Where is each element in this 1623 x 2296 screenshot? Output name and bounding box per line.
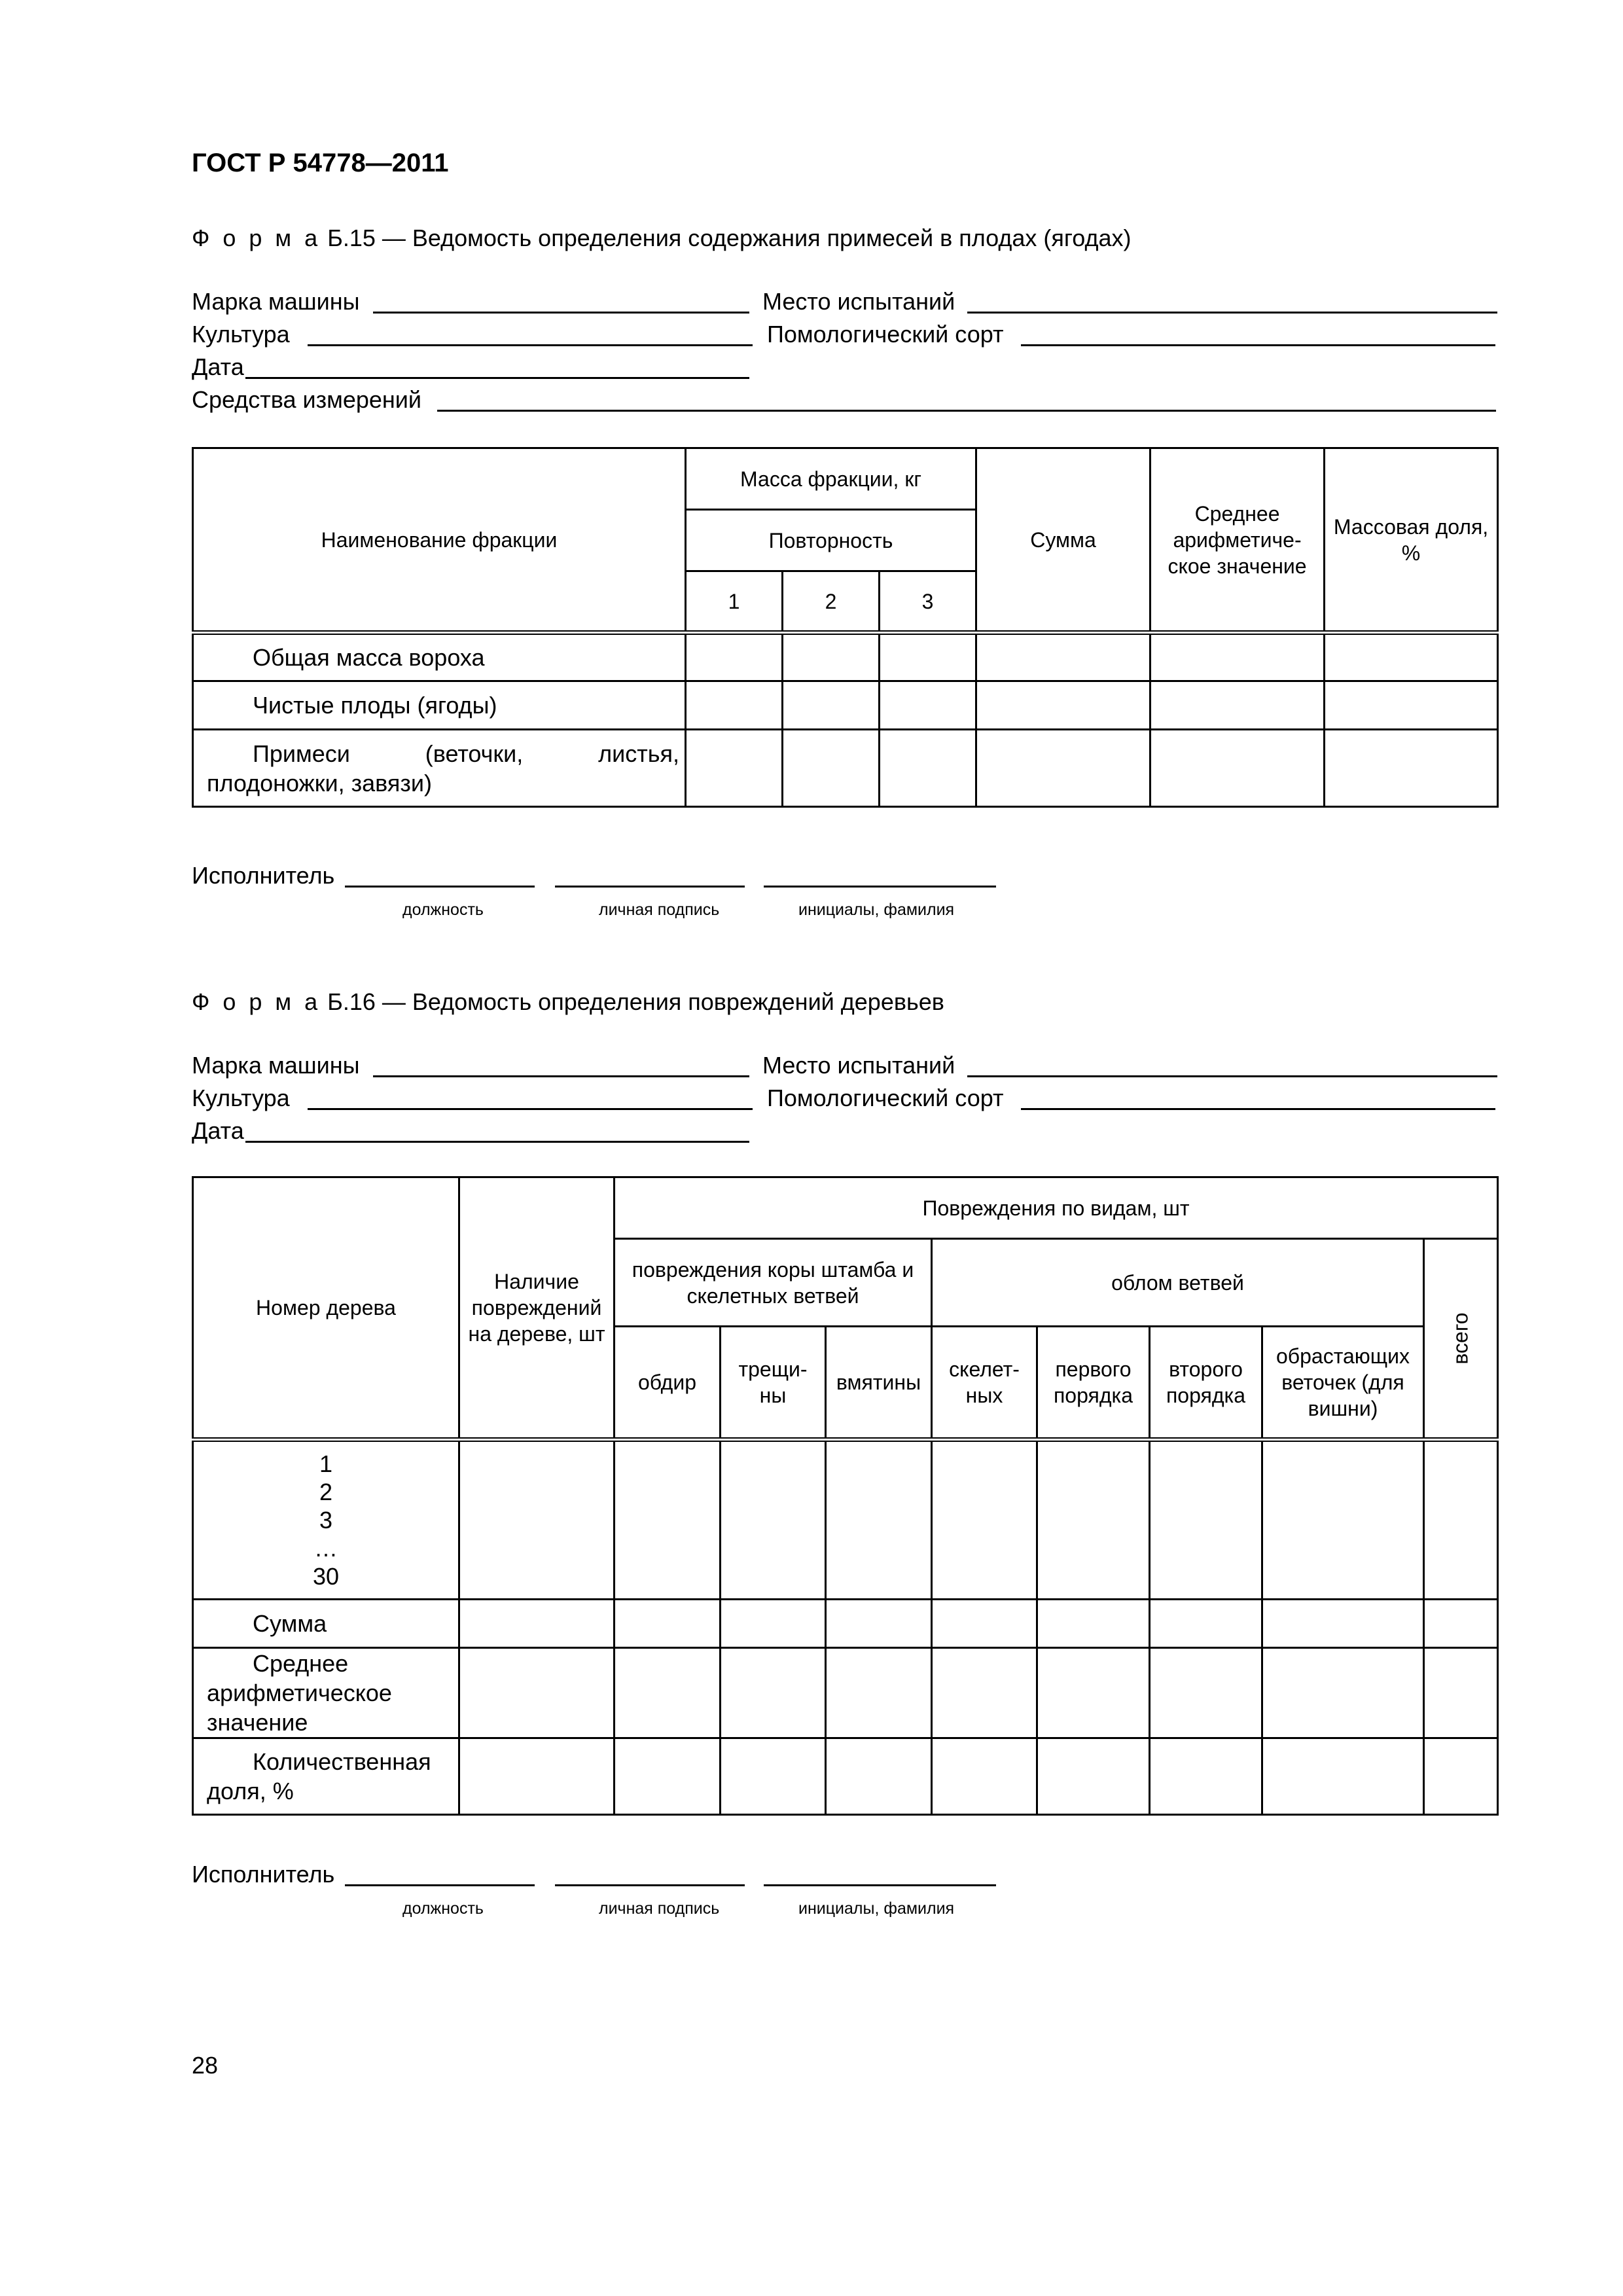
- form16-col-damage-group: Повреждения по видам, шт: [615, 1177, 1498, 1239]
- form15-col-sum: Сумма: [976, 448, 1150, 633]
- form16-col-break-group: облом ветвей: [932, 1239, 1424, 1327]
- form15-crop-label: Культура: [192, 321, 290, 348]
- form16-cell[interactable]: [1150, 1440, 1262, 1600]
- form15-date-label: Дата: [192, 353, 244, 380]
- form15-cell[interactable]: [976, 681, 1150, 730]
- form16-cell[interactable]: [459, 1600, 615, 1648]
- form16-row-label: Среднее арифметическое значение: [193, 1648, 459, 1738]
- form16-date-label: Дата: [192, 1117, 244, 1144]
- form16-cell[interactable]: [459, 1738, 615, 1815]
- form15-initials-caption: инициалы, фамилия: [798, 901, 955, 919]
- form15-cell[interactable]: [686, 681, 783, 730]
- form15-row-label: Общая масса вороха: [193, 633, 686, 681]
- form16-title-prefix: Ф о р м а: [192, 988, 321, 1015]
- form16-cell[interactable]: [1262, 1440, 1424, 1600]
- form16-cell[interactable]: [1424, 1648, 1498, 1738]
- form16-variety-label: Помологический сорт: [767, 1085, 1004, 1111]
- form15-machine-brand-label: Марка машины: [192, 288, 360, 315]
- form16-cell[interactable]: [721, 1648, 826, 1738]
- form15-cell[interactable]: [1150, 681, 1325, 730]
- form16-executor-label: Исполнитель: [192, 1861, 335, 1888]
- form15-cell[interactable]: [976, 730, 1150, 807]
- form15-cell[interactable]: [686, 633, 783, 681]
- form15-variety-field[interactable]: [1021, 344, 1495, 346]
- form16-col-sub: скелет-ных: [932, 1327, 1037, 1440]
- form15-cell[interactable]: [1150, 633, 1325, 681]
- form16-cell[interactable]: [1150, 1738, 1262, 1815]
- form15-measuring-label: Средства измерений: [192, 386, 422, 413]
- form15-col-repeat-2: 2: [783, 571, 880, 633]
- form16-col-total: всего: [1424, 1239, 1498, 1440]
- form15-test-site-field[interactable]: [967, 312, 1497, 314]
- form15-title-prefix: Ф о р м а: [192, 224, 321, 251]
- form16-test-site-field[interactable]: [967, 1075, 1497, 1077]
- form16-signature-field[interactable]: [555, 1884, 745, 1886]
- form16-cell[interactable]: [1262, 1648, 1424, 1738]
- form15-title-text: Б.15 — Ведомость определения содержания примесей в плодах (ягодах): [327, 224, 1132, 251]
- form15-cell[interactable]: [1325, 730, 1498, 807]
- form15-row-label: Примеси (веточки, листья, плодоножки, завязи): [193, 730, 686, 807]
- form16-cell[interactable]: [615, 1440, 721, 1600]
- form16-cell[interactable]: [1037, 1738, 1150, 1815]
- form16-tree-number: 30: [312, 1563, 340, 1590]
- form15-table: [192, 447, 1499, 808]
- form15-col-repeat-3: 3: [880, 571, 976, 633]
- form15-row-label: Чистые плоды (ягоды): [193, 681, 686, 730]
- form16-cell[interactable]: [1037, 1600, 1150, 1648]
- form15-position-caption: должность: [402, 901, 484, 919]
- form16-crop-field[interactable]: [308, 1108, 753, 1110]
- form16-tree-numbers: [193, 1440, 459, 1600]
- form16-cell[interactable]: [932, 1440, 1037, 1600]
- document-code: ГОСТ Р 54778—2011: [192, 149, 449, 177]
- form16-signature-caption: личная подпись: [599, 1899, 720, 1918]
- form15-cell[interactable]: [1325, 633, 1498, 681]
- form15-col-share: Массовая доля, %: [1325, 448, 1498, 633]
- form16-cell[interactable]: [721, 1440, 826, 1600]
- form16-cell[interactable]: [1150, 1600, 1262, 1648]
- form16-col-sub: первого порядка: [1037, 1327, 1150, 1440]
- form16-cell[interactable]: [1037, 1440, 1150, 1600]
- form16-cell[interactable]: [615, 1648, 721, 1738]
- form16-cell[interactable]: [1424, 1440, 1498, 1600]
- form16-row-label: Количественная доля, %: [193, 1738, 459, 1815]
- form16-cell[interactable]: [1424, 1738, 1498, 1815]
- form15-cell[interactable]: [976, 633, 1150, 681]
- form16-tree-number: …: [314, 1535, 338, 1562]
- form16-table: [192, 1176, 1499, 1816]
- form15-cell[interactable]: [686, 730, 783, 807]
- form16-tree-number: 1: [319, 1450, 333, 1477]
- form16-machine-brand-field[interactable]: [373, 1075, 749, 1077]
- form15-cell[interactable]: [1150, 730, 1325, 807]
- form16-test-site-label: Место испытаний: [762, 1052, 955, 1079]
- form15-cell[interactable]: [783, 730, 880, 807]
- form16-date-field[interactable]: [245, 1141, 749, 1143]
- form15-col-mean: Среднее арифметиче-ское значение: [1150, 448, 1325, 633]
- form15-test-site-label: Место испытаний: [762, 288, 955, 315]
- form16-cell[interactable]: [826, 1600, 932, 1648]
- form16-cell[interactable]: [826, 1738, 932, 1815]
- form16-col-sub: обдир: [615, 1327, 721, 1440]
- form16-initials-caption: инициалы, фамилия: [798, 1899, 955, 1918]
- form16-cell[interactable]: [1150, 1648, 1262, 1738]
- form15-cell[interactable]: [880, 730, 976, 807]
- form15-machine-brand-field[interactable]: [373, 312, 749, 314]
- form16-title-text: Б.16 — Ведомость определения повреждений деревьев: [327, 988, 944, 1015]
- form15-measuring-field[interactable]: [437, 410, 1496, 412]
- form16-position-field[interactable]: [345, 1884, 535, 1886]
- form16-cell[interactable]: [932, 1738, 1037, 1815]
- form15-signature-field[interactable]: [555, 886, 745, 888]
- form16-col-presence: Наличие повреждений на дереве, шт: [459, 1177, 615, 1440]
- form16-cell[interactable]: [721, 1600, 826, 1648]
- form16-cell[interactable]: [459, 1648, 615, 1738]
- form16-col-sub: обрастающих веточек (для вишни): [1262, 1327, 1424, 1440]
- form16-cell[interactable]: [1424, 1600, 1498, 1648]
- form16-cell[interactable]: [615, 1600, 721, 1648]
- form16-position-caption: должность: [402, 1899, 484, 1918]
- form16-cell[interactable]: [932, 1648, 1037, 1738]
- form16-title: [192, 988, 944, 1016]
- form16-cell[interactable]: [1037, 1648, 1150, 1738]
- form16-cell[interactable]: [615, 1738, 721, 1815]
- form16-variety-field[interactable]: [1021, 1108, 1495, 1110]
- form16-cell[interactable]: [721, 1738, 826, 1815]
- form16-col-tree-number: Номер дерева: [193, 1177, 459, 1440]
- form16-col-bark-group: повреждения коры штамба и скелетных ветвей: [615, 1239, 932, 1327]
- form15-col-repeat-group: Повторность: [686, 510, 976, 571]
- form15-initials-field[interactable]: [764, 886, 996, 888]
- form15-col-fraction-name: Наименование фракции: [193, 448, 686, 633]
- form16-col-sub: второго порядка: [1150, 1327, 1262, 1440]
- form15-col-mass-group: Масса фракции, кг: [686, 448, 976, 510]
- form16-cell[interactable]: [826, 1648, 932, 1738]
- form15-crop-field[interactable]: [308, 344, 753, 346]
- form16-cell[interactable]: [1262, 1600, 1424, 1648]
- form16-crop-label: Культура: [192, 1085, 290, 1111]
- form15-cell[interactable]: [1325, 681, 1498, 730]
- form15-cell[interactable]: [783, 633, 880, 681]
- form16-machine-brand-label: Марка машины: [192, 1052, 360, 1079]
- form16-col-sub: вмятины: [826, 1327, 932, 1440]
- form15-cell[interactable]: [880, 681, 976, 730]
- form15-col-repeat-1: 1: [686, 571, 783, 633]
- form15-date-field[interactable]: [245, 377, 749, 379]
- form15-executor-label: Исполнитель: [192, 862, 335, 889]
- form16-cell[interactable]: [826, 1440, 932, 1600]
- form15-position-field[interactable]: [345, 886, 535, 888]
- form16-row-label: Сумма: [193, 1600, 459, 1648]
- form16-tree-number: 3: [319, 1507, 333, 1534]
- form15-variety-label: Помологический сорт: [767, 321, 1004, 348]
- form15-cell[interactable]: [880, 633, 976, 681]
- form15-title: [192, 224, 1131, 252]
- form16-initials-field[interactable]: [764, 1884, 996, 1886]
- form16-cell[interactable]: [1262, 1738, 1424, 1815]
- form15-cell[interactable]: [783, 681, 880, 730]
- form16-col-sub: трещи-ны: [721, 1327, 826, 1440]
- form15-signature-caption: личная подпись: [599, 901, 720, 919]
- form16-cell[interactable]: [459, 1440, 615, 1600]
- form16-cell[interactable]: [932, 1600, 1037, 1648]
- form16-tree-number: 2: [319, 1479, 333, 1505]
- page-number: 28: [192, 2052, 219, 2079]
